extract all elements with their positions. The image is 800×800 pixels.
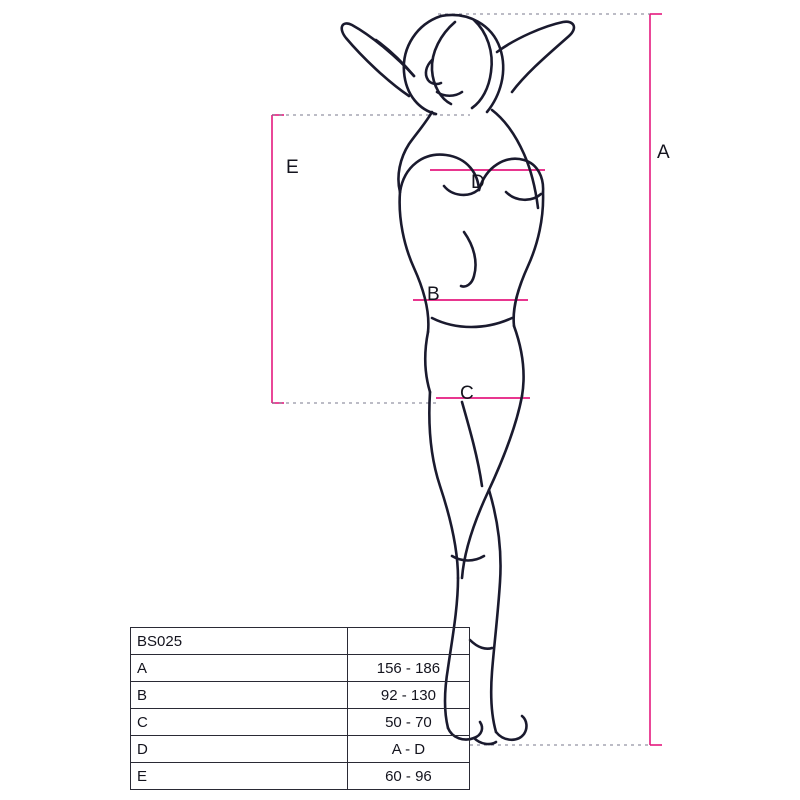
- label-A: A: [657, 142, 670, 163]
- row-value-C: 50 - 70: [347, 709, 469, 736]
- label-D: D: [471, 172, 485, 193]
- label-B: B: [427, 284, 440, 305]
- row-key-D: D: [131, 736, 348, 763]
- table-row: [131, 655, 470, 682]
- row-value-E: 60 - 96: [347, 763, 469, 790]
- row-value-B: 92 - 130: [347, 682, 469, 709]
- row-value-D: A - D: [347, 736, 469, 763]
- label-E: E: [286, 157, 299, 178]
- table-row: [131, 763, 470, 790]
- row-value-A: 156 - 186: [347, 655, 469, 682]
- label-C: C: [460, 383, 474, 404]
- model-code-cell: BS025: [131, 628, 348, 655]
- row-key-C: C: [131, 709, 348, 736]
- row-key-B: B: [131, 682, 348, 709]
- table-row: [131, 736, 470, 763]
- row-key-E: E: [131, 763, 348, 790]
- measurement-table: [130, 627, 470, 790]
- row-key-A: A: [131, 655, 348, 682]
- model-code-value-cell: [347, 628, 469, 655]
- table-row: [131, 709, 470, 736]
- table-row: [131, 628, 470, 655]
- table-row: [131, 682, 470, 709]
